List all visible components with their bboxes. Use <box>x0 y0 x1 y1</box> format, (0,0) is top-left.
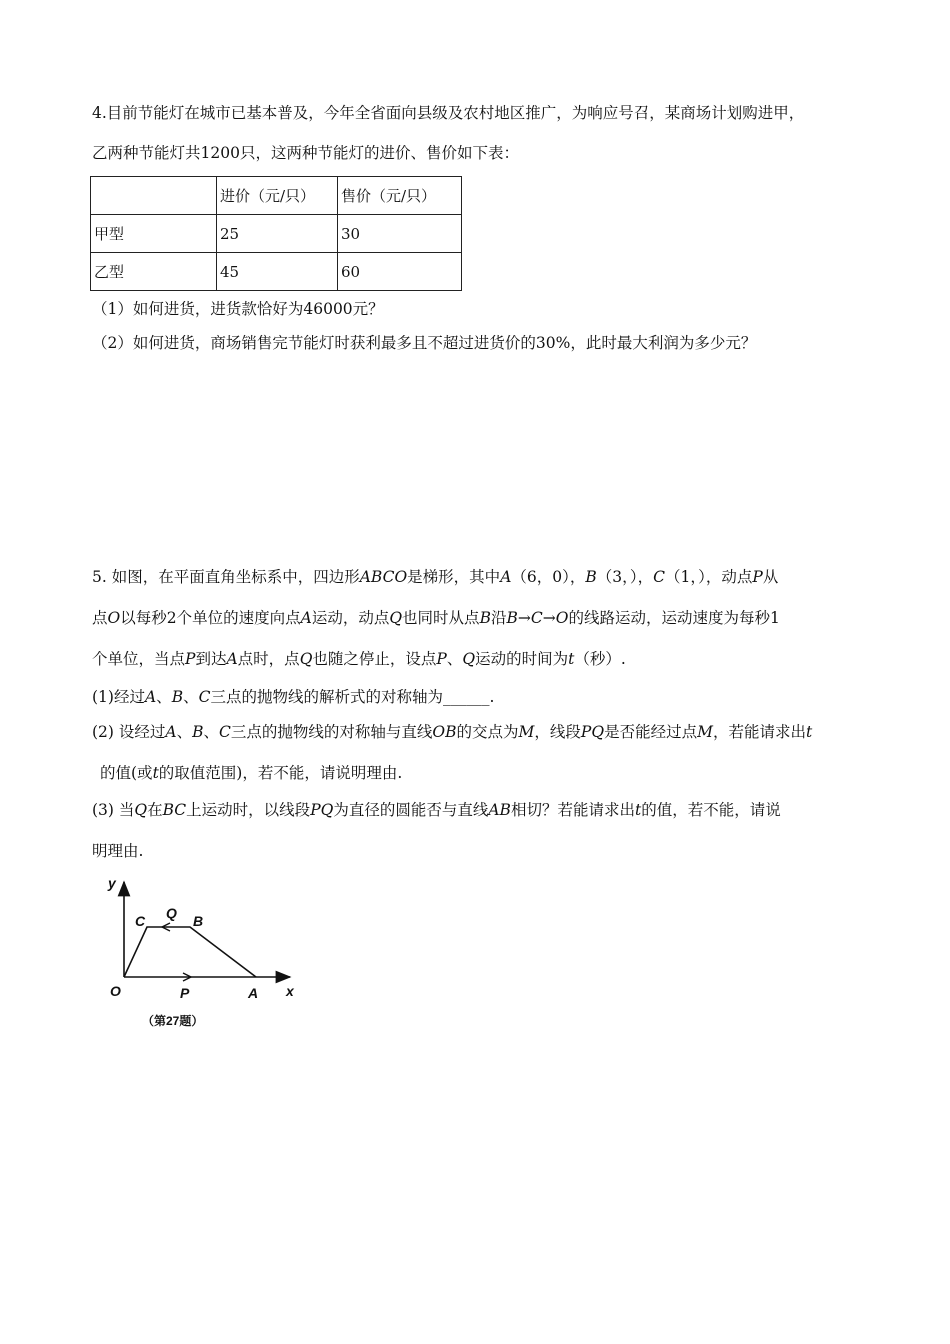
text: 的值(或 <box>100 764 153 782</box>
text: 、 <box>446 650 463 668</box>
point-c-label: C <box>135 913 146 929</box>
text: Q <box>299 650 313 668</box>
text: Q <box>134 801 148 819</box>
text: P <box>436 650 447 668</box>
text: C <box>653 568 666 586</box>
text: C <box>530 609 543 627</box>
text: ，若能请求出 <box>712 723 806 741</box>
text: （6，0）， <box>511 568 586 586</box>
text: 的交点为 <box>456 723 519 741</box>
q5-sub3-line2: 明理由. <box>92 842 144 860</box>
text: M <box>518 723 535 741</box>
arrow-icon: → <box>517 609 531 627</box>
text: 相切？若能请求出 <box>510 801 635 819</box>
text: B <box>479 609 491 627</box>
text: AB <box>488 801 511 819</box>
y-axis-label: y <box>108 875 116 891</box>
text: (1)经过 <box>92 688 145 706</box>
text: 沿 <box>490 609 507 627</box>
text: （1，），动点 <box>665 568 753 586</box>
text: 以每秒2个单位的速度向点 <box>120 609 301 627</box>
point-q-label: Q <box>166 905 177 921</box>
origin-label: O <box>110 983 121 999</box>
text: 从 <box>762 568 779 586</box>
text: P <box>752 568 763 586</box>
trapezoid-figure <box>100 872 310 1037</box>
text: Q <box>389 609 403 627</box>
q5-sub3-line1 <box>92 800 781 820</box>
text: 、 <box>183 688 199 706</box>
x-axis-label: x <box>286 983 294 999</box>
text: t <box>568 650 575 668</box>
point-a-label: A <box>248 985 259 1001</box>
table-cell: 甲型 <box>91 215 217 253</box>
text: PQ <box>580 723 605 741</box>
text: 、 <box>176 723 193 741</box>
price-table <box>90 176 462 291</box>
text: 点时，点 <box>237 650 300 668</box>
q5-line2 <box>92 608 780 628</box>
q5-line3 <box>92 649 626 669</box>
q5-line1 <box>92 567 778 587</box>
text: ABCO <box>359 568 408 586</box>
q5-sub2-line2 <box>100 763 402 783</box>
text: B <box>171 688 184 706</box>
text: 三点的抛物线的对称轴与直线 <box>230 723 433 741</box>
text: B <box>585 568 597 586</box>
text: 上运动时，以线段 <box>186 801 311 819</box>
text: 三点的抛物线的解析式的对称轴为______. <box>210 688 495 706</box>
text: A <box>144 688 157 706</box>
text: BC <box>162 801 187 819</box>
text: 是梯形，其中 <box>407 568 501 586</box>
text: B <box>192 723 204 741</box>
point-p-label: P <box>180 985 190 1001</box>
table-row <box>91 253 462 291</box>
q5-sub1 <box>92 687 494 707</box>
text: t <box>152 764 159 782</box>
text: 个单位，当点 <box>92 650 186 668</box>
text: C <box>198 688 211 706</box>
table-cell: 60 <box>338 253 462 291</box>
table-cell: 45 <box>217 253 338 291</box>
table-header-cell: 进价（元/只） <box>217 177 338 215</box>
q4-sub1: （1）如何进货，进货款恰好为46000元？ <box>92 300 384 318</box>
text: A <box>226 650 238 668</box>
text: 、 <box>203 723 220 741</box>
text: 5. 如图，在平面直角坐标系中，四边形 <box>92 568 360 586</box>
q4-line2: 乙两种节能灯共1200只，这两种节能灯的进价、售价如下表： <box>92 144 519 162</box>
table-cell: 乙型 <box>91 253 217 291</box>
text: A <box>500 568 512 586</box>
text: 、 <box>156 688 172 706</box>
q4-line1: 4.目前节能灯在城市已基本普及，今年全省面向县级及农村地区推广，为响应号召，某商场计划购进甲， <box>92 104 805 122</box>
text: Q <box>462 650 476 668</box>
text: (2) 设经过 <box>92 723 166 741</box>
table-header-row <box>91 177 462 215</box>
table-header-cell <box>91 177 217 215</box>
text: OB <box>432 723 457 741</box>
text: 是否能经过点 <box>604 723 698 741</box>
table-row <box>91 215 462 253</box>
table-header-cell: 售价（元/只） <box>338 177 462 215</box>
q5-sub2-line1 <box>92 722 812 742</box>
text: 到达 <box>195 650 227 668</box>
text: 在 <box>147 801 163 819</box>
point-b-label: B <box>193 913 204 929</box>
text: 运动的时间为 <box>475 650 569 668</box>
text: 为直径的圆能否与直线 <box>333 801 489 819</box>
text: t <box>805 723 813 741</box>
text: PQ <box>310 801 334 819</box>
text: A <box>300 609 312 627</box>
text: B <box>506 609 518 627</box>
figure-caption: （第27题） <box>142 1014 204 1028</box>
table-cell: 25 <box>217 215 338 253</box>
text: 也同时从点 <box>402 609 480 627</box>
text: ，线段 <box>534 723 581 741</box>
text: C <box>219 723 231 741</box>
text: O <box>555 609 569 627</box>
text: O <box>107 609 121 627</box>
text: M <box>697 723 713 741</box>
text: P <box>185 650 196 668</box>
text: t <box>634 801 642 819</box>
text: 的值，若不能，请说 <box>641 801 781 819</box>
text: （秒）. <box>574 650 626 668</box>
text: A <box>165 723 177 741</box>
text: 的线路运动，运动速度为每秒1 <box>568 609 780 627</box>
table-cell: 30 <box>338 215 462 253</box>
text: 也随之停止，设点 <box>312 650 437 668</box>
trapezoid-edges <box>124 927 256 977</box>
text: (3) 当 <box>92 801 135 819</box>
text: （3，）， <box>596 568 654 586</box>
text: 点 <box>92 609 108 627</box>
text: 运动，动点 <box>311 609 390 627</box>
text: 的取值范围)，若不能，请说明理由. <box>158 764 403 782</box>
q4-sub2: （2）如何进货，商场销售完节能灯时获利最多且不超过进货价的30%，此时最大利润为多少元？ <box>92 334 757 352</box>
arrow-icon: → <box>542 609 556 627</box>
